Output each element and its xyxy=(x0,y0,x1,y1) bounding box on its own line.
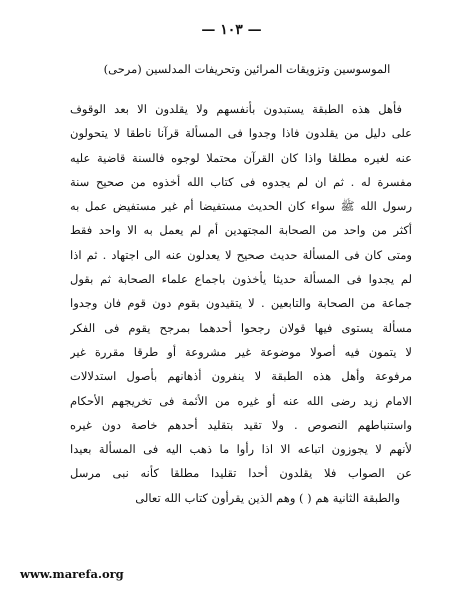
text-line: عنه لغيره مطلقا واذا كان القرآن محتملا لوجوه فالسنة قاضية عليه xyxy=(70,150,412,165)
text-line: جماعة من الصحابة والتابعين . لا يتقيدون بقوم دون قوم فان وجدوا xyxy=(70,296,412,311)
text-line: ومتى كان فى المسألة حديث صحيح لا يعدلون عنه الى اجتهاد . ثم اذا xyxy=(70,247,412,262)
text-line: مرفوعة وأهل هذه الطبقة لا ينفرون أذهانهم بأصول استدلالات xyxy=(70,369,412,384)
text-line: لم يجدوا فى المسألة حديثا يأخذون باجماع علماء الصحابة ثم بقول xyxy=(70,272,412,287)
text-line: على دليل من يقلدون فاذا وجدوا فى المسألة قرآنا ناطقا لا يتحولون xyxy=(70,126,412,141)
text-line: واستنباطهم النصوص . ولا تقيد بتقليد أحدهم خاصة دون غيره xyxy=(70,417,412,432)
text-line: عن الصواب فلا يقلدون أحدا تقليدا مطلقا كأنه نبى مرسل xyxy=(70,466,412,481)
website-footer: www.marefa.org xyxy=(20,567,124,581)
text-line: مفسرة له . ثم ان لم يجدوه فى كتاب الله أخذوه من صحيح سنة xyxy=(70,174,412,189)
text-line: والطبقة الثانية هم ( ) وهم الذين يقرأون كتاب الله تعالى xyxy=(135,490,400,505)
text-line: أكثر من واحد من الصحابة المجتهدين أم لم يعمل به الا واحد فقط xyxy=(70,223,412,238)
text-line: رسول الله ﷺ سواء كان الحديث مستفيضا أم غير مستفيض عمل به xyxy=(70,199,412,214)
text-line: لأنهم لا يجوزون اتباعه الا اذا رأوا ما ذهب اليه فى المسألة بعيدا xyxy=(70,442,412,457)
text-line: فأهل هذه الطبقة يستبدون بأنفسهم ولا يقلدون الا بعد الوقوف xyxy=(70,102,402,116)
running-header: الموسوسين وتزويقات المرائين وتحريفات المدلسين (مرحى) xyxy=(103,62,391,76)
text-line: الامام زيد رضى الله عنه أو غيره من الأئمة فى تخريجهم الأحكام xyxy=(70,393,412,408)
page-number: — ١٠٣ — xyxy=(201,22,262,38)
text-line: لا يتمون فيه أصولا موضوعة غير مشروعة أو طرقا مقررة غير xyxy=(70,344,412,359)
body-text xyxy=(70,97,412,510)
text-line: مسألة يستوى فيها قولان رجحوا أحدهما بمرجح يقوم فى الفكر xyxy=(70,320,412,335)
